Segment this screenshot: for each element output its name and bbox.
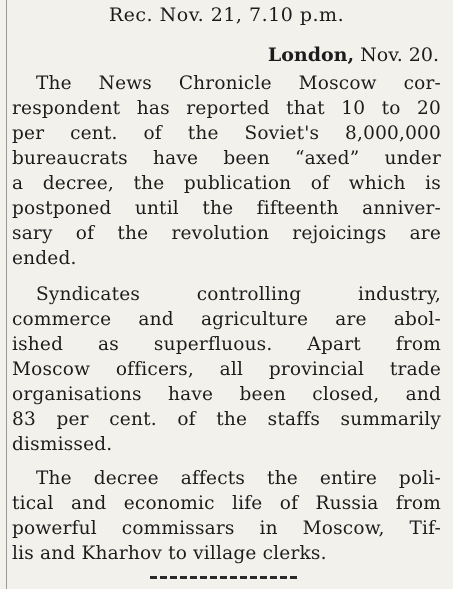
article-line: a decree, the publication of which is (12, 173, 441, 194)
article-line: commerce and agriculture are abol- (12, 309, 441, 330)
column-rule (6, 0, 7, 589)
article-line: 83 per cent. of the staffs summarily (12, 409, 441, 430)
article-line: respondent has reported that 10 to 20 (12, 98, 441, 119)
article-line: ended. (12, 248, 77, 269)
end-rule (150, 576, 300, 579)
article-line: lis and Kharhov to village clerks. (12, 543, 327, 564)
article-line: dismissed. (12, 434, 113, 455)
article-line: Syndicates controlling industry, (36, 284, 441, 305)
received-timestamp: Rec. Nov. 21, 7.10 p.m. (108, 4, 345, 26)
article-line: sary of the revolution rejoicings are (12, 223, 441, 244)
article-line: ished as superfluous. Apart from (12, 334, 441, 355)
dateline-date: Nov. 20. (360, 44, 439, 66)
article-line: The decree affects the entire poli- (36, 468, 441, 489)
article-line: tical and economic life of Russia from (12, 493, 441, 514)
article-line: bureaucrats have been “axed” under (12, 148, 441, 169)
article-line: organisations have been closed, and (12, 384, 441, 405)
article-line: powerful commissars in Moscow, Tif- (12, 518, 441, 539)
article-line: The News Chronicle Moscow cor- (36, 73, 441, 94)
article-line: Moscow officers, all provincial trade (12, 359, 441, 380)
dateline-city: London, (267, 44, 355, 66)
article-line: per cent. of the Soviet's 8,000,000 (12, 123, 441, 144)
article-line: postponed until the fifteenth anniver- (12, 198, 441, 219)
dateline (268, 42, 439, 68)
